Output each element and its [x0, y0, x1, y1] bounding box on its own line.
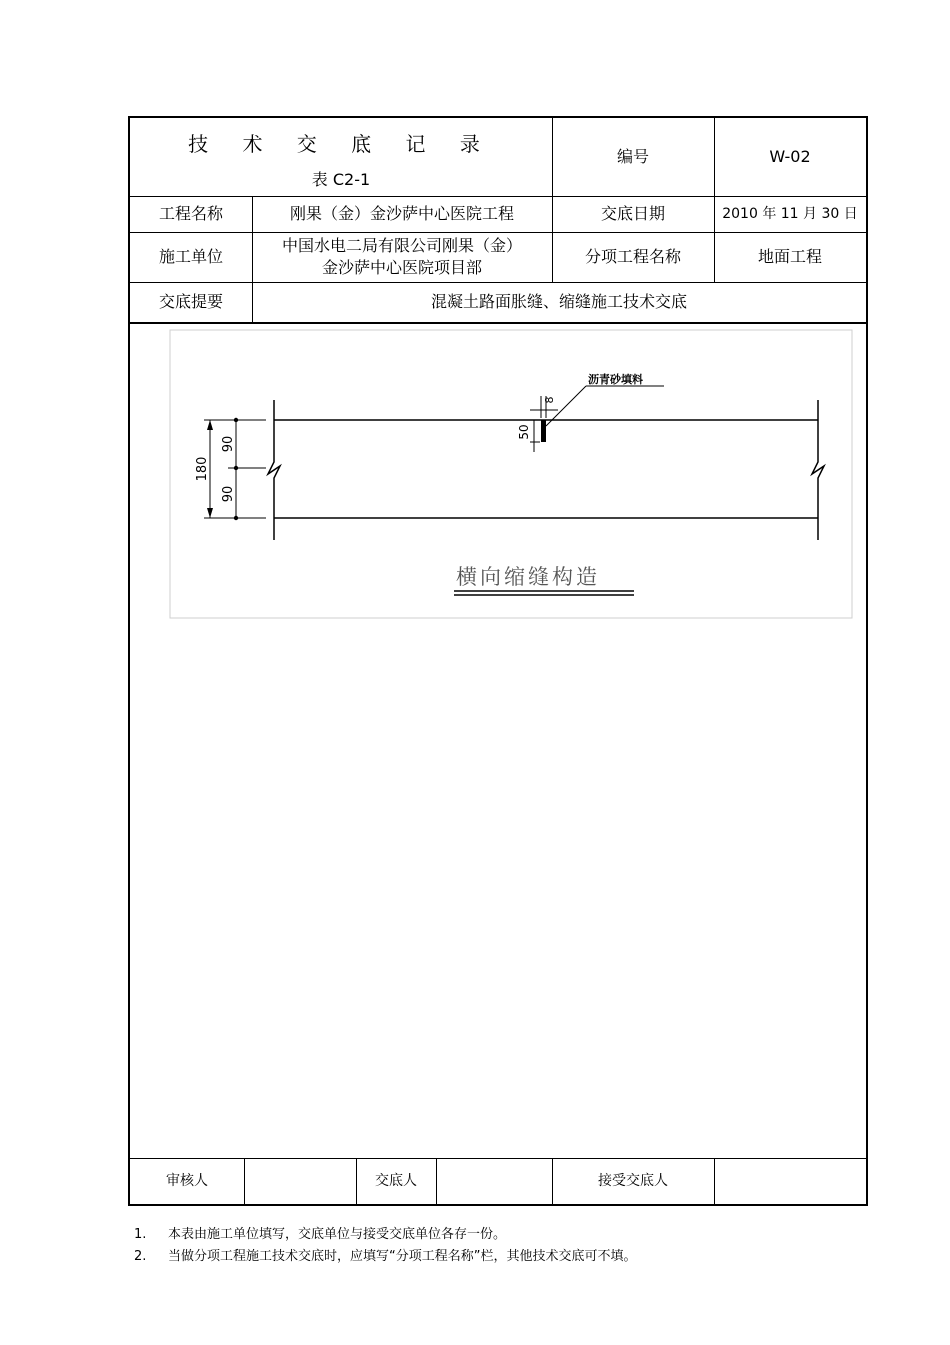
project-name-value: 刚果（金）金沙萨中心医院工程 — [289, 204, 514, 223]
footnote-item — [134, 1224, 636, 1246]
unit-value — [252, 232, 552, 282]
dim-upper-text: 90 — [221, 435, 236, 453]
receiver-signature-field[interactable] — [714, 1158, 866, 1204]
record-table — [128, 116, 868, 1206]
dim-lower-text: 90 — [221, 485, 236, 503]
document-title: 技 术 交 底 记 录 — [188, 132, 494, 156]
reviewer-signature-field[interactable] — [244, 1158, 356, 1204]
reviewer-label: 审核人 — [166, 1173, 208, 1189]
unit-value-line2: 金沙萨中心医院项目部 — [321, 258, 482, 277]
project-name-label: 工程名称 — [158, 204, 223, 223]
dimension-dot — [234, 516, 238, 520]
dim-top-gap-text: 8 — [543, 396, 556, 404]
subproject-value: 地面工程 — [757, 247, 822, 266]
dimension-dot — [234, 466, 238, 470]
discloser-label: 交底人 — [375, 1173, 417, 1189]
footnote-item — [134, 1246, 636, 1268]
filler-label: 沥青砂填料 — [588, 373, 643, 386]
subproject-label: 分项工程名称 — [584, 247, 681, 266]
discloser-signature-field[interactable] — [436, 1158, 552, 1204]
dim-depth-text: 50 — [517, 424, 531, 440]
table-number: 表 C2-1 — [311, 170, 371, 189]
joint-groove — [541, 420, 546, 442]
date-value: 2010 年 11 月 30 日 — [722, 206, 858, 222]
footnote-text: 当做分项工程施工技术交底时，应填写“分项工程名称”栏，其他技术交底可不填。 — [168, 1249, 637, 1264]
summary-value: 混凝土路面胀缝、缩缝施工技术交底 — [430, 292, 687, 311]
date-label: 交底日期 — [600, 204, 665, 223]
number-value: W-02 — [769, 147, 811, 166]
arrow-icon — [207, 420, 213, 430]
dim-total-text: 180 — [195, 456, 210, 482]
unit-value-line1: 中国水电二局有限公司刚果（金） — [281, 236, 522, 255]
summary-label: 交底提要 — [158, 292, 223, 311]
drawing-caption: 横向缩缝构造 — [456, 565, 600, 589]
row-divider — [130, 322, 866, 324]
number-label: 编号 — [616, 147, 649, 166]
unit-label: 施工单位 — [158, 247, 223, 266]
left-break-line — [268, 400, 280, 540]
right-break-line — [812, 400, 824, 540]
dimension-dot — [234, 418, 238, 422]
footnote-number: 1. — [134, 1227, 147, 1242]
receiver-label: 接受交底人 — [598, 1173, 668, 1189]
footnote-text: 本表由施工单位填写，交底单位与接受交底单位各存一份。 — [168, 1227, 507, 1242]
footnote-number: 2. — [134, 1249, 147, 1264]
footnotes — [134, 1224, 636, 1268]
arrow-icon — [207, 508, 213, 518]
joint-drawing — [168, 328, 854, 620]
